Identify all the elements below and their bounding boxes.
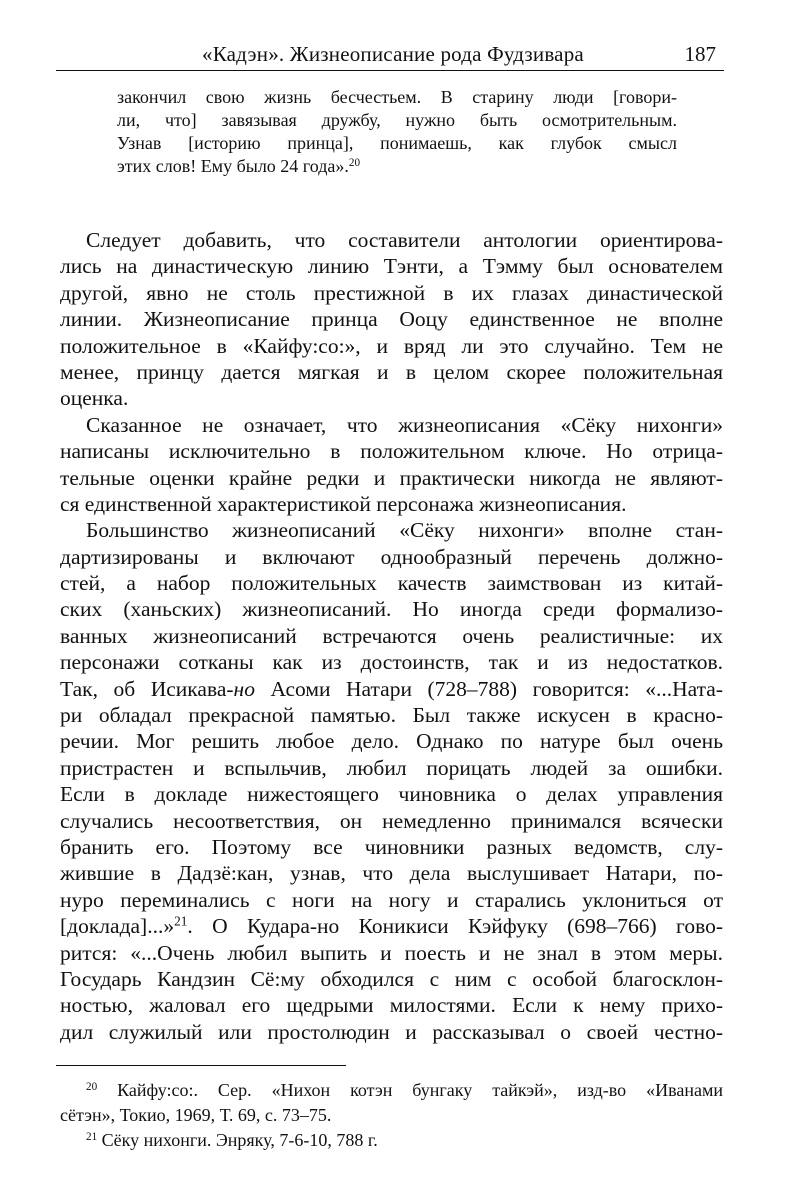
paragraph xyxy=(60,412,723,518)
quote-line: ли, что] завязывая дружбу, нужно быть осмотрительным. xyxy=(117,110,677,130)
text-line: лись на династическую линию Тэнти, а Тэмму был основателем xyxy=(60,254,723,279)
block-quote xyxy=(117,86,677,178)
text-line: пристрастен и вспыльчив, любил порицать людей за ошибки. xyxy=(60,755,723,780)
body-text xyxy=(60,227,723,1045)
text-segment: Асоми Натари (728–788) говорится: «...Ната- xyxy=(254,676,723,701)
text-line: написаны исключительно в положительном ключе. Но отрица- xyxy=(60,439,723,464)
text-line: ностью, жаловал его щедрыми милостями. Если к нему прихо- xyxy=(60,993,723,1018)
quote-line xyxy=(117,155,677,178)
footnote-line xyxy=(60,1078,723,1103)
footnote-text: Кайфу:со:. Сер. «Нихон котэн бунгаку тайкэй», изд-во «Иванами xyxy=(117,1080,724,1100)
quote-line: закончил свою жизнь бесчестьем. В старину люди [говори- xyxy=(117,87,677,107)
text-line: линии. Жизнеописание принца Ооцу единственное не вполне xyxy=(60,307,723,332)
paragraph xyxy=(60,227,723,412)
footnote-line: сётэн», Токио, 1969, Т. 69, с. 73–75. xyxy=(60,1105,332,1125)
text-line: ся единственной характеристикой персонажа жизнеописания. xyxy=(60,491,627,516)
footnote-number: 20 xyxy=(86,1080,98,1093)
text-line: Сказанное не означает, что жизнеописания «Сёку нихонги» xyxy=(86,412,723,437)
text-line: ри обладал прекрасной памятью. Был также искусен в красно- xyxy=(60,703,723,728)
text-line: ванных жизнеописаний встречаются очень реалистичные: их xyxy=(60,623,723,648)
text-line: другой, явно не столь престижной в их глазах династической xyxy=(60,280,723,305)
text-line: рится: «...Очень любил выпить и поесть и не знал в этом меры. xyxy=(60,940,723,965)
text-line: Большинство жизнеописаний «Сёку нихонги» вполне стан- xyxy=(86,518,723,543)
running-header xyxy=(56,36,724,71)
footnote-21 xyxy=(60,1128,723,1153)
text-line xyxy=(60,913,723,939)
text-line: менее, принцу дается мягкая и в целом скорее положительная xyxy=(60,359,723,384)
footnote-text: Сёку нихонги. Энряку, 7-6-10, 788 г. xyxy=(101,1130,378,1150)
text-line: дил служилый или простолюдин и рассказывал о своей честно- xyxy=(60,1019,723,1044)
footnote-ref-21: 21 xyxy=(174,913,188,929)
footnote-20 xyxy=(60,1078,723,1128)
text-line: дартизированы и включают однообразный перечень должно- xyxy=(60,544,723,569)
text-line: Государь Кандзин Сё:му обходился с ним с особой благосклон- xyxy=(60,966,723,991)
text-line: тельные оценки крайне редки и практически никогда не являют- xyxy=(60,465,723,490)
text-segment: Так, об Исикава- xyxy=(60,676,234,701)
page-number: 187 xyxy=(684,42,716,66)
text-line: бранить его. Поэтому все чиновники разных ведомств, слу- xyxy=(60,834,723,859)
footnote-number: 21 xyxy=(86,1130,98,1143)
paragraph xyxy=(60,517,723,1045)
text-line: Если в докладе нижестоящего чиновника о делах управления xyxy=(60,782,723,807)
text-line: Следует добавить, что составители антологии ориентирова- xyxy=(86,228,723,252)
footnote-divider xyxy=(56,1065,346,1066)
quote-line: Узнав [историю принца], понимаешь, как глубок смысл xyxy=(117,133,677,153)
text-line: случались несоответствия, он немедленно принимался всячески xyxy=(60,808,723,833)
text-line: речии. Мог решить любое дело. Однако по натуре был очень xyxy=(60,729,723,754)
footnotes xyxy=(60,1078,723,1153)
text-segment: [доклада]...» xyxy=(60,914,175,939)
footnote-ref-20: 20 xyxy=(348,156,361,169)
running-title: «Кадэн». Жизнеописание рода Фудзивара xyxy=(202,42,584,66)
text-line: стей, а набор положительных качеств заимствован из китай- xyxy=(60,571,723,596)
quote-line-text: этих слов! Ему было 24 года». xyxy=(117,156,349,176)
text-segment: . О Кудара-но Коникиси Кэйфуку (698–766) гово- xyxy=(187,914,723,939)
italic-particle: но xyxy=(233,676,255,701)
text-line: оценка. xyxy=(60,386,129,411)
text-line: ских (ханьских) жизнеописаний. Но иногда среди формализо- xyxy=(60,597,723,622)
text-line: положительное в «Кайфу:со:», и вряд ли это случайно. Тем не xyxy=(60,333,723,358)
text-line: нуро переминались с ноги на ногу и старались уклониться от xyxy=(60,887,723,912)
footnote-line xyxy=(60,1128,723,1153)
text-line: персонажи сотканы как из достоинств, так и из недостатков. xyxy=(60,650,723,675)
text-line: жившие в Дадзё:кан, узнав, что дела выслушивает Натари, по- xyxy=(60,861,723,886)
text-line xyxy=(60,676,723,702)
